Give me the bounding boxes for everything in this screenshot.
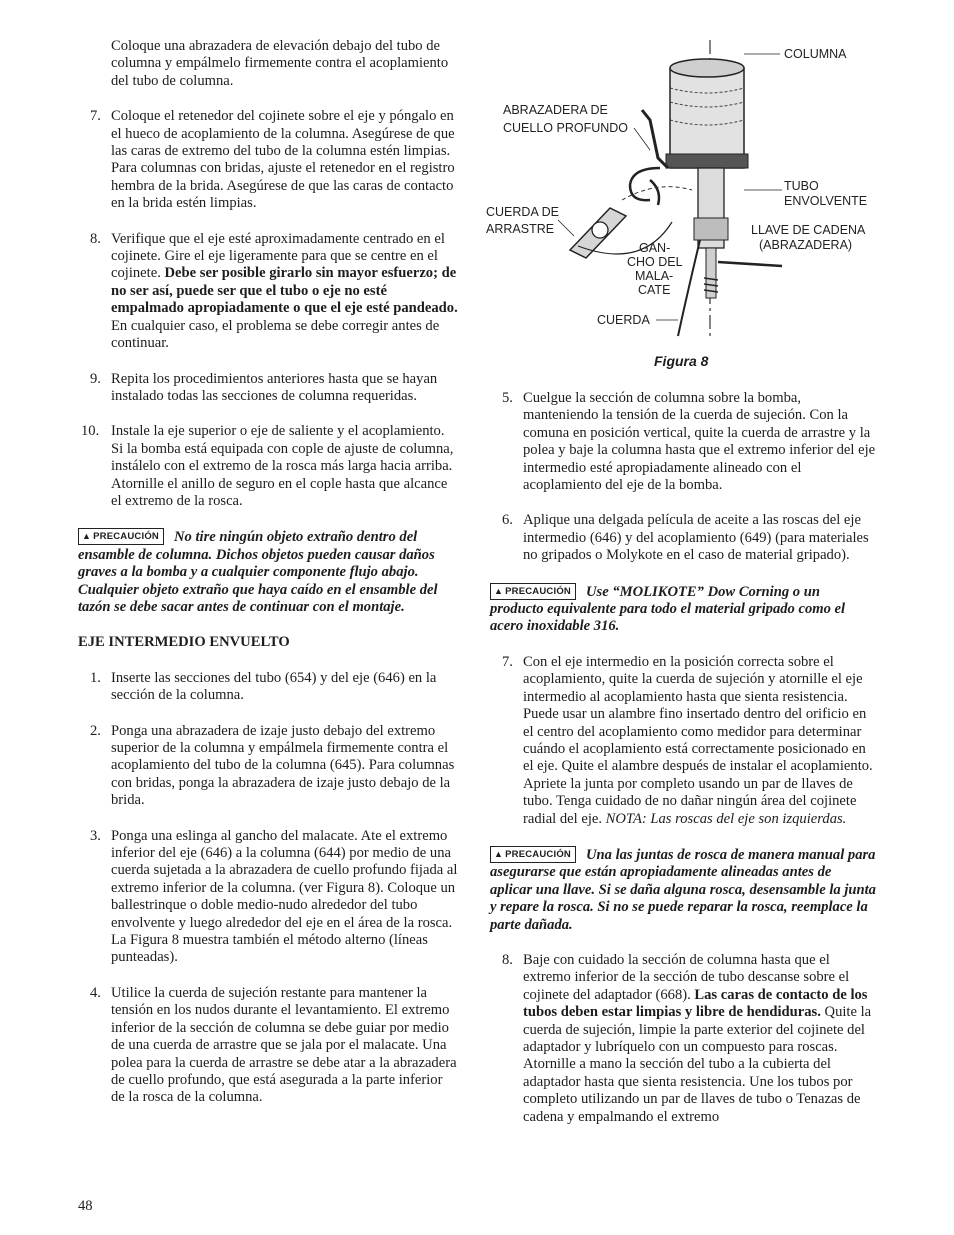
step-text: Repita los procedimientos anteriores hasta que se hayan instalado todas las secciones de columna requeridas. bbox=[111, 370, 438, 404]
substep-8 bbox=[490, 952, 876, 1126]
label-gancho-1: GAN- bbox=[639, 241, 671, 255]
step-text: Ponga una eslinga al gancho del malacate. Ate el extremo inferior del eje (646) a la columna (644) por medio de una cuerda sujetada a la abrazadera de cuello profundo fijada al extremo inferior de la columna. (ver Figura 8). Coloque un ballestrinque o doble medio-nudo alrededor del tubo envolvente y luego alrededor del eje en el área de la rosca. La Figura 8 muestra también el método alterno (líneas punteadas). bbox=[111, 827, 458, 966]
step-text: Inserte las secciones del tubo (654) y del eje (646) en la sección de la columna. bbox=[111, 669, 437, 704]
step-10 bbox=[78, 423, 458, 510]
step-text: Cuelgue la sección de columna sobre la bomba, manteniendo la tensión de la cuerda de sujeción. Con la comuna en posición vertical, quite la cuerda de arrastre y la polea y baje la columna hasta que el extremo inferior del eje intermedio esté apropiadamente alineado con el acoplamiento del eje de la bomba. bbox=[523, 390, 876, 494]
label-gancho-3: MALA- bbox=[635, 269, 674, 283]
substep-2 bbox=[78, 723, 458, 810]
warning-triangle-icon: ▲ bbox=[494, 585, 504, 596]
substep-7 bbox=[490, 654, 876, 828]
caution-label: PRECAUCIÓN bbox=[505, 848, 571, 860]
figure-8-illustration bbox=[482, 40, 882, 340]
right-column bbox=[490, 390, 876, 1144]
step-text: Quite la cuerda de sujeción, limpie la parte exterior del cojinete del adaptador y lubríquelo con un compuesto para roscas. Atornille a mano la sección del tubo a la cubierta del adaptador hasta que sienta resistencia. Une los tubos por completo utilizando un par de llaves de tubo o Tenazas de cadena y empalmando el extremo bbox=[523, 1004, 872, 1125]
left-column bbox=[78, 38, 458, 1125]
caution-note bbox=[490, 846, 876, 934]
step-number: 2. bbox=[90, 722, 101, 739]
caution-badge bbox=[490, 583, 576, 600]
page-number: 48 bbox=[78, 1198, 93, 1214]
chain-wrench bbox=[718, 262, 782, 266]
step-text: Instale la eje superior o eje de saliente y el acoplamiento. Si la bomba está equipada con cople de ajuste de columna, instálelo con el extremo de la rosca más larga hacia arriba. Atornille el anillo de seguro en el cople hasta que alcance el extremo de la rosca. bbox=[111, 423, 454, 509]
step-number: 6. bbox=[502, 512, 513, 529]
tube-coupling bbox=[694, 218, 728, 240]
label-gancho-4: CATE bbox=[638, 283, 671, 297]
label-llave-2: (ABRAZADERA) bbox=[759, 238, 853, 252]
step-number: 8. bbox=[502, 951, 513, 968]
substep-3 bbox=[78, 828, 458, 967]
step-text-bold: Debe ser posible girarlo sin mayor esfuerzo; de no ser así, puede ser que el tubo o eje no esté empalmado apropiadamente o que el eje esté pandeado. bbox=[111, 265, 458, 317]
step-number: 3. bbox=[90, 827, 101, 844]
intro-paragraph: Coloque una abrazadera de elevación debajo del tubo de columna y empálmelo firmemente contra el acoplamiento del tubo de columna. bbox=[111, 38, 449, 89]
caution-note bbox=[78, 528, 458, 616]
caution-text: Use “MOLIKOTE” Dow Corning o un producto equivalente para todo el material gripado como el acero inoxidable 316. bbox=[490, 583, 846, 635]
step-number: 8. bbox=[90, 230, 101, 247]
label-abrazadera-2: CUELLO PROFUNDO bbox=[503, 121, 629, 135]
caution-badge bbox=[490, 846, 576, 863]
step-number: 7. bbox=[502, 653, 513, 670]
step-8 bbox=[78, 231, 458, 353]
column-pipe bbox=[670, 68, 744, 168]
label-tubo-2: ENVOLVENTE bbox=[784, 194, 868, 208]
leader-line bbox=[634, 128, 650, 150]
column-pipe-top bbox=[670, 59, 744, 77]
warning-triangle-icon: ▲ bbox=[82, 531, 92, 542]
step-text: Coloque el retenedor del cojinete sobre el eje y póngalo en el hueco de acoplamiento de la columna. Asegúrese de que las caras de extremo del tubo de la columna estén limpias. Para columnas con bridas, ajuste el retenedor en el registro hembra de la brida. Asegúrese de que las caras de contacto en la brida estén limpias. bbox=[111, 108, 455, 212]
warning-triangle-icon: ▲ bbox=[494, 848, 504, 859]
label-cuerda-arrastre-2: ARRASTRE bbox=[486, 222, 555, 236]
step-9 bbox=[78, 371, 458, 406]
step-text: Aplique una delgada película de aceite a las roscas del eje intermedio (646) y del acoplamiento (649) (para materiales no gripados o Molykote en el caso de material gripado). bbox=[523, 512, 869, 564]
section-heading: EJE INTERMEDIO ENVUELTO bbox=[78, 634, 290, 651]
step-text: Con el eje intermedio en la posición correcta sobre el acoplamiento, quite la cuerda de sujeción y atornille el eje intermedio al acoplamiento hasta que sienta resistencia. Puede usar un alambre fino insertado dentro del orificio en el centro del acoplamiento como medidor para determinar cuándo el acoplamiento está correctamente posicionado en el eje. Quite el alambre después de instalar el acoplamiento. Apriete la junta por completo usando un par de llaves de tubo. Tenga cuidado de no dañar ningún área del cojinete radial del eje. bbox=[523, 653, 873, 827]
step-number: 5. bbox=[502, 390, 513, 406]
label-tubo-1: TUBO bbox=[784, 179, 819, 193]
caution-text: No tire ningún objeto extraño dentro del ensamble de columna. Dichos objetos pueden causar daños graves a la bomba y a cualquier componente flujo abajo. Cualquier objeto extraño que haya caído en el ensamble del tazón se debe sacar antes de continuar con el montaje. bbox=[78, 529, 438, 615]
substep-5 bbox=[490, 390, 876, 494]
label-cuerda-arrastre-1: CUERDA DE bbox=[486, 205, 559, 219]
step-number: 9. bbox=[90, 370, 101, 387]
step-text: Verifique que el eje esté aproximadamente centrado en el cojinete. Gire el eje ligeramente para que se centre en el cojinete. bbox=[111, 230, 445, 282]
step-number: 4. bbox=[90, 984, 101, 1001]
step-text-bold: Las caras de contacto de los tubos deben estar limpias y libre de hendiduras. bbox=[523, 986, 868, 1021]
caution-label: PRECAUCIÓN bbox=[93, 531, 159, 543]
step-note: NOTA: Las roscas del eje son izquierdas. bbox=[605, 810, 847, 827]
figure-caption: Figura 8 bbox=[654, 353, 709, 369]
hoist-hook bbox=[630, 168, 660, 205]
pulley-wheel bbox=[592, 222, 608, 238]
substep-4 bbox=[78, 985, 458, 1107]
step-text: Utilice la cuerda de sujeción restante para mantener la tensión en los nudos durante el levantamiento. El extremo inferior de la sección de columna se debe guiar por medio de una cuerda de arrastre que se jala por el malacate. Una polea para la cuerda de arrastre se debe atar a la abrazadera de cuello profundo, que está asegurada a la parte inferior de la rosca de la columna. bbox=[111, 984, 457, 1106]
step-number: 1. bbox=[90, 669, 101, 686]
deep-neck-clamp bbox=[642, 110, 668, 168]
substep-1 bbox=[78, 670, 458, 705]
caution-label: PRECAUCIÓN bbox=[505, 585, 571, 597]
step-text: Baje con cuidado la sección de columna hasta que el extremo inferior de la sección de tubo descanse sobre el cojinete del adaptador (668). bbox=[523, 951, 850, 1003]
label-cuerda: CUERDA bbox=[597, 313, 650, 327]
label-llave-1: LLAVE DE CADENA bbox=[751, 223, 866, 237]
step-text: Ponga una abrazadera de izaje justo debajo del extremo superior de la columna y empálmela firmemente contra el acoplamiento del tubo de la columna (645). Para columnas con bridas, ponga la abrazadera de izaje justo debajo de la brida. bbox=[111, 722, 455, 809]
column-coupling bbox=[666, 154, 748, 168]
leader-line bbox=[558, 220, 574, 236]
step-number: 10. bbox=[81, 423, 100, 440]
label-gancho-2: CHO DEL bbox=[627, 255, 683, 269]
caution-badge bbox=[78, 528, 164, 545]
step-number: 7. bbox=[90, 108, 101, 125]
caution-note bbox=[490, 583, 876, 636]
label-columna: COLUMNA bbox=[784, 47, 847, 61]
substep-6 bbox=[490, 512, 876, 564]
step-7 bbox=[78, 108, 458, 212]
label-abrazadera-1: ABRAZADERA DE bbox=[503, 103, 608, 117]
step-text: En cualquier caso, el problema se debe corregir antes de continuar. bbox=[111, 317, 440, 352]
caution-text: Una las juntas de rosca de manera manual para asegurarse que están apropiadamente alineadas antes de aplicar una llave. Si se daña alguna rosca, desensamble la junta y repare la rosca. Si no se puede reparar la rosca, reemplace la parte dañada. bbox=[490, 846, 876, 933]
